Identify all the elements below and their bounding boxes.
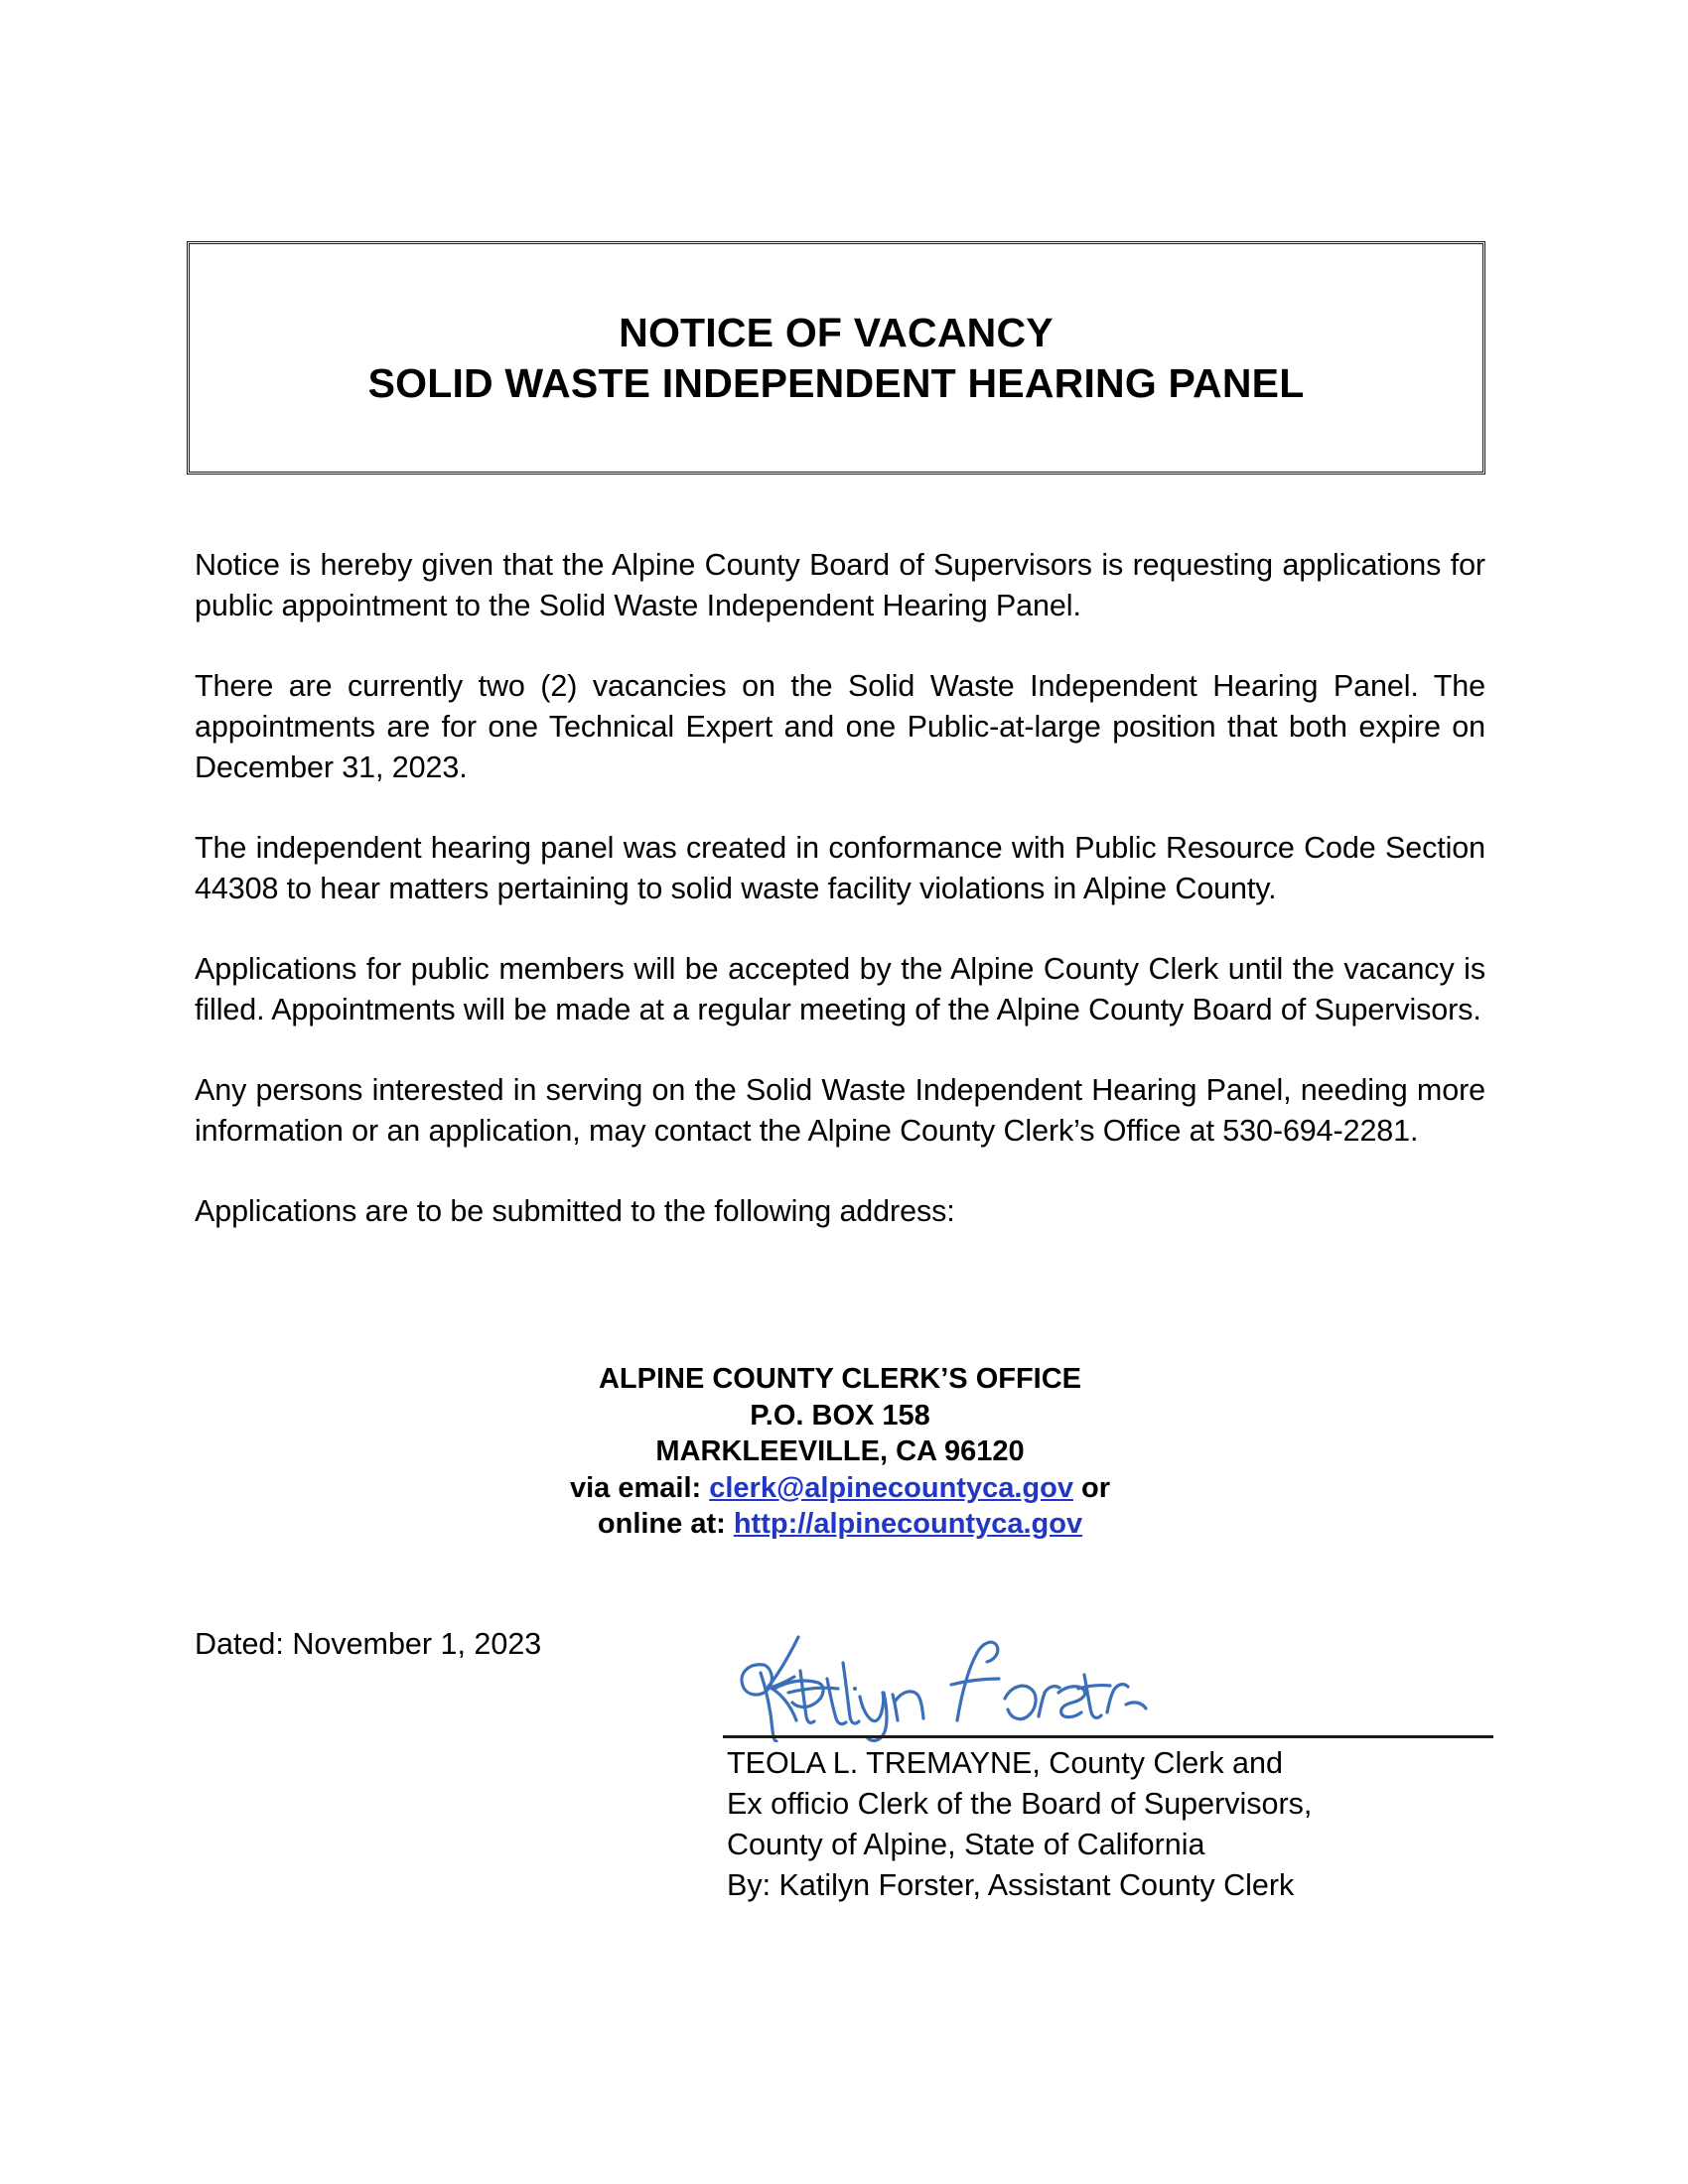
paragraph-vacancies: There are currently two (2) vacancies on the Solid Waste Independent Hearing Panel. The appointments are for one Technical Expert and one Public-at-large position that both expire on December 31, 2023.: [195, 669, 1485, 784]
paragraph-contact: Any persons interested in serving on the Solid Waste Independent Hearing Panel, needing more information or an application, may contact the Alpine County Clerk’s Office at 530-694-2281.: [195, 1073, 1485, 1148]
address-city-state-zip: MARKLEEVILLE, CA 96120: [655, 1435, 1025, 1467]
signature-rule: [723, 1735, 1493, 1738]
paragraph-submit-address: Applications are to be submitted to the following address:: [195, 1194, 955, 1228]
address-office-name: ALPINE COUNTY CLERK’S OFFICE: [598, 1363, 1082, 1395]
email-or-suffix: or: [1072, 1471, 1111, 1504]
mailing-address-block: [195, 1361, 1485, 1543]
email-link[interactable]: clerk@alpinecountyca.gov: [709, 1471, 1073, 1504]
email-label: via email:: [569, 1471, 710, 1504]
signature-block: [727, 1743, 1511, 1906]
signatory-jurisdiction: County of Alpine, State of California: [727, 1828, 1205, 1861]
paragraph-applications-accepted: Applications for public members will be accepted by the Alpine County Clerk until the vacancy is filled. Appointments will be made at a regular meeting of the Alpine County Board of Supervisors.: [195, 952, 1485, 1026]
page-title-line-1: NOTICE OF VACANCY: [619, 310, 1054, 356]
handwritten-signature: [731, 1613, 1148, 1742]
body-text: [195, 545, 1485, 1272]
address-email-line: [195, 1470, 1485, 1507]
dated-line: Dated: November 1, 2023: [195, 1627, 542, 1661]
title-box: [187, 241, 1485, 475]
signatory-name-title: TEOLA L. TREMAYNE, County Clerk and: [727, 1746, 1283, 1780]
website-label: online at:: [597, 1508, 734, 1540]
signatory-by-line: By: Katilyn Forster, Assistant County Clerk: [727, 1868, 1295, 1902]
paragraph-authority: The independent hearing panel was created in conformance with Public Resource Code Section 44308 to hear matters pertaining to solid waste facility violations in Alpine County.: [195, 831, 1485, 905]
signatory-role-1: Ex officio Clerk of the Board of Supervisors,: [727, 1787, 1313, 1821]
address-po-box: P.O. BOX 158: [750, 1399, 930, 1432]
address-website-line: [195, 1506, 1485, 1543]
paragraph-notice: Notice is hereby given that the Alpine County Board of Supervisors is requesting applications for public appointment to the Solid Waste Independent Hearing Panel.: [195, 548, 1485, 622]
website-link[interactable]: http://alpinecountyca.gov: [733, 1508, 1083, 1540]
page-title-line-2: SOLID WASTE INDEPENDENT HEARING PANEL: [367, 359, 1305, 406]
